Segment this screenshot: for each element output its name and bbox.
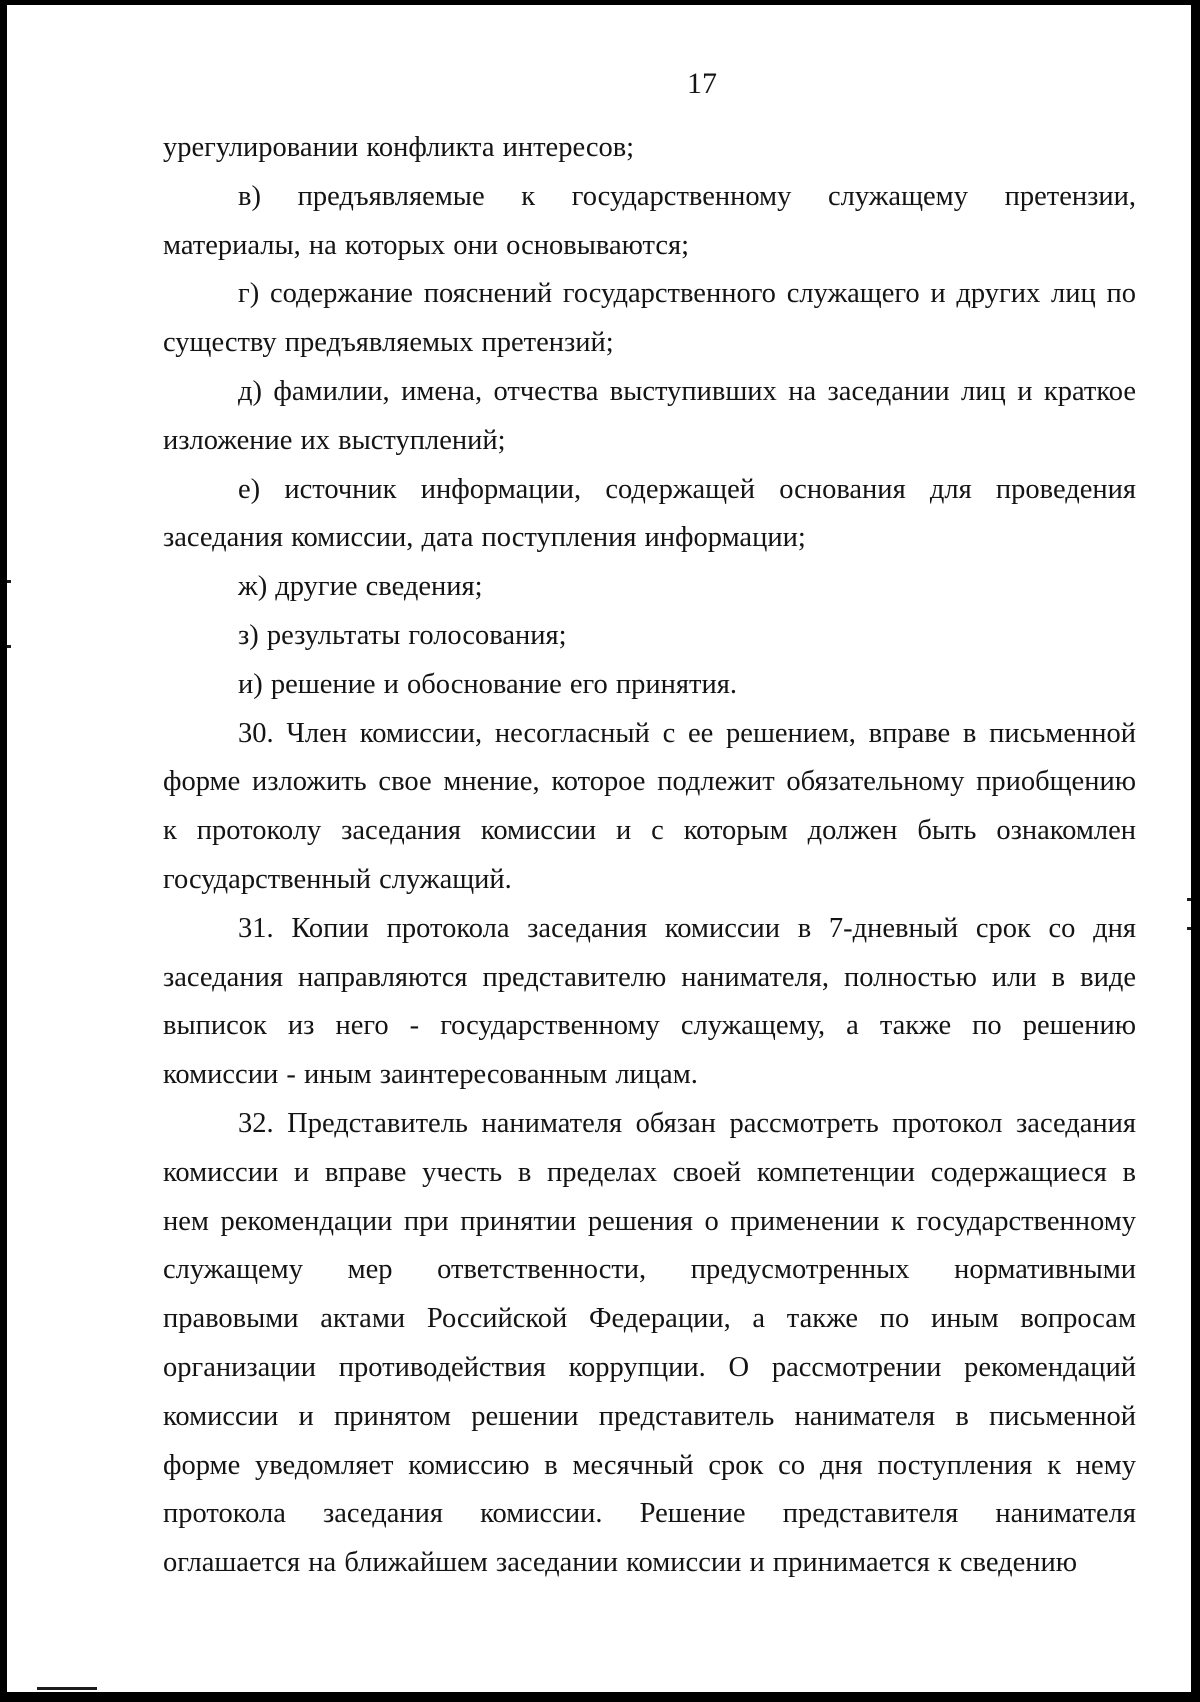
- scan-noise-speck: [1187, 927, 1191, 930]
- text-line: форме уведомляет комиссию в месячный срок со дня поступления к нему: [163, 1449, 1136, 1481]
- document-page: [7, 5, 1191, 1692]
- text-line: протокола заседания комиссии. Решение представителя нанимателя: [163, 1498, 1136, 1530]
- text-line: комиссии - иным заинтересованным лицам.: [163, 1059, 698, 1091]
- text-line: к протоколу заседания комиссии и с которым должен быть ознакомлен: [163, 815, 1136, 847]
- text-line: оглашается на ближайшем заседании комиссии и принимается к сведению: [163, 1547, 1078, 1579]
- text-line: комиссии и вправе учесть в пределах своей компетенции содержащиеся в: [163, 1156, 1136, 1188]
- scan-noise-speck: [37, 1687, 97, 1690]
- text-line: в) предъявляемые к государственному служащему претензии,: [238, 180, 1136, 212]
- text-line: з) результаты голосования;: [238, 619, 567, 651]
- text-line: изложение их выступлений;: [163, 424, 506, 456]
- text-line: 32. Представитель нанимателя обязан рассмотреть протокол заседания: [238, 1107, 1136, 1139]
- text-line: заседания комиссии, дата поступления информации;: [163, 522, 806, 554]
- text-line: д) фамилии, имена, отчества выступивших на заседании лиц и краткое: [238, 375, 1136, 407]
- text-line: правовыми актами Российской Федерации, а также по иным вопросам: [163, 1303, 1136, 1335]
- text-line: нем рекомендации при принятии решения о применении к государственному: [163, 1205, 1136, 1237]
- text-line: урегулировании конфликта интересов;: [163, 132, 635, 163]
- text-line: 31. Копии протокола заседания комиссии в 7-дневный срок со дня: [238, 912, 1136, 944]
- text-line: служащему мер ответственности, предусмотренных нормативными: [163, 1254, 1136, 1286]
- text-line: выписок из него - государственному служащему, а также по решению: [163, 1010, 1136, 1042]
- text-line: г) содержание пояснений государственного служащего и других лиц по: [238, 278, 1136, 310]
- text-line: ж) другие сведения;: [238, 571, 483, 603]
- text-line: и) решение и обоснование его принятия.: [238, 668, 737, 700]
- text-line: существу предъявляемых претензий;: [163, 327, 614, 359]
- scan-noise-speck: [7, 645, 11, 648]
- scan-noise-speck: [7, 580, 11, 583]
- document-body: [163, 124, 1136, 1588]
- text-line: материалы, на которых они основываются;: [163, 229, 690, 261]
- text-line: е) источник информации, содержащей основания для проведения: [238, 473, 1136, 505]
- text-line: заседания направляются представителю нанимателя, полностью или в виде: [163, 961, 1136, 993]
- text-line: комиссии и принятом решении представитель нанимателя в письменной: [163, 1400, 1136, 1432]
- scan-noise-speck: [1187, 898, 1191, 901]
- text-line: организации противодействия коррупции. О рассмотрении рекомендаций: [163, 1351, 1136, 1383]
- text-line: государственный служащий.: [163, 863, 512, 895]
- text-line: 30. Член комиссии, несогласный с ее решением, вправе в письменной: [238, 717, 1136, 749]
- page-number: 17: [687, 67, 717, 100]
- text-line: форме изложить свое мнение, которое подлежит обязательному приобщению: [163, 766, 1136, 798]
